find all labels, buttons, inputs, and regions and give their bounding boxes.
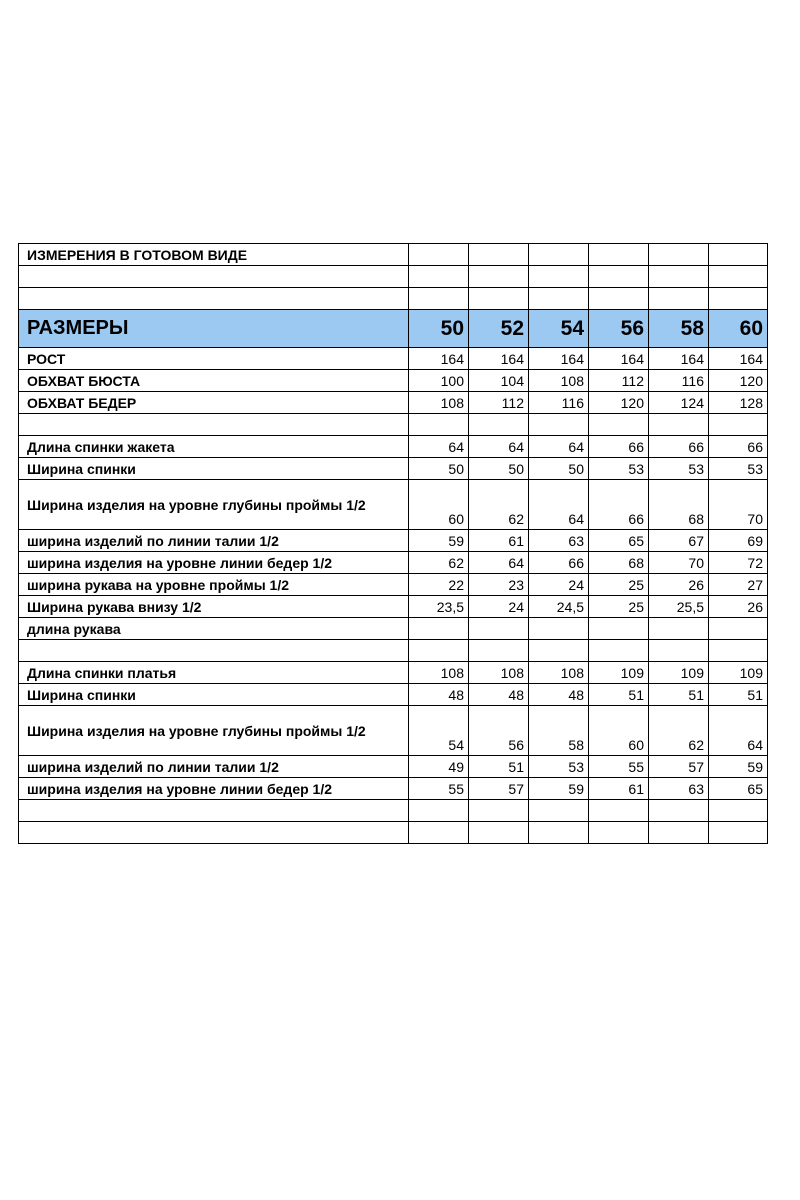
measurement-value: 63 (649, 778, 709, 800)
measurement-row (19, 480, 768, 530)
measurement-value: 59 (409, 530, 469, 552)
measurement-value: 64 (709, 706, 768, 756)
measurement-value: 59 (709, 756, 768, 778)
empty-cell (19, 266, 409, 288)
measurement-row (19, 618, 768, 640)
blank-row (19, 288, 768, 310)
empty-cell (529, 414, 589, 436)
measurement-value: 64 (529, 436, 589, 458)
measurement-value: 116 (529, 392, 589, 414)
empty-cell (709, 266, 768, 288)
measurement-value: 68 (649, 480, 709, 530)
measurement-value: 164 (589, 348, 649, 370)
empty-cell (409, 266, 469, 288)
measurement-value: 108 (409, 662, 469, 684)
measurement-row (19, 756, 768, 778)
empty-cell (409, 800, 469, 822)
measurement-value: 66 (709, 436, 768, 458)
measurement-value: 109 (589, 662, 649, 684)
measurement-value: 109 (649, 662, 709, 684)
empty-cell (649, 414, 709, 436)
empty-cell (409, 618, 469, 640)
measurement-value: 51 (469, 756, 529, 778)
sizes-header-row (19, 310, 768, 348)
empty-cell (589, 266, 649, 288)
measurement-value: 26 (709, 596, 768, 618)
measurement-value: 58 (529, 706, 589, 756)
measurement-value: 55 (589, 756, 649, 778)
measurement-value: 25 (589, 596, 649, 618)
measurement-value: 57 (469, 778, 529, 800)
blank-row (19, 822, 768, 844)
empty-cell (469, 288, 529, 310)
empty-cell (409, 414, 469, 436)
measurement-label: Ширина спинки (19, 684, 409, 706)
measurement-label: ширина изделия на уровне линии бедер 1/2 (19, 778, 409, 800)
empty-cell (529, 288, 589, 310)
measurement-label: ширина рукава на уровне проймы 1/2 (19, 574, 409, 596)
empty-cell (529, 266, 589, 288)
empty-cell (709, 288, 768, 310)
empty-cell (529, 822, 589, 844)
blank-row (19, 800, 768, 822)
measurement-value: 64 (469, 552, 529, 574)
measurement-value: 22 (409, 574, 469, 596)
empty-cell (529, 618, 589, 640)
measurement-value: 50 (409, 458, 469, 480)
empty-cell (469, 618, 529, 640)
empty-cell (469, 822, 529, 844)
empty-cell (409, 244, 469, 266)
empty-cell (19, 414, 409, 436)
measurement-value: 66 (589, 480, 649, 530)
measurement-value: 124 (649, 392, 709, 414)
measurement-value: 100 (409, 370, 469, 392)
measurement-value: 164 (649, 348, 709, 370)
measurement-label: Ширина спинки (19, 458, 409, 480)
measurement-row (19, 574, 768, 596)
measurement-value: 55 (409, 778, 469, 800)
measurement-value: 48 (529, 684, 589, 706)
measurement-value: 26 (649, 574, 709, 596)
measurement-row (19, 684, 768, 706)
measurement-value: 164 (529, 348, 589, 370)
empty-cell (469, 414, 529, 436)
empty-cell (649, 244, 709, 266)
title-row (19, 244, 768, 266)
measurement-value: 63 (529, 530, 589, 552)
size-header-cell: 60 (709, 310, 768, 348)
measurement-value: 53 (589, 458, 649, 480)
measurement-value: 59 (529, 778, 589, 800)
empty-cell (19, 800, 409, 822)
measurement-value: 116 (649, 370, 709, 392)
measurement-value: 108 (469, 662, 529, 684)
empty-cell (529, 640, 589, 662)
empty-cell (19, 288, 409, 310)
measurement-value: 70 (709, 480, 768, 530)
measurement-row (19, 458, 768, 480)
empty-cell (649, 266, 709, 288)
measurement-value: 104 (469, 370, 529, 392)
measurement-value: 66 (589, 436, 649, 458)
measurement-row (19, 778, 768, 800)
empty-cell (589, 640, 649, 662)
blank-row (19, 640, 768, 662)
empty-cell (709, 822, 768, 844)
empty-cell (529, 244, 589, 266)
measurement-row (19, 392, 768, 414)
measurement-row (19, 706, 768, 756)
measurement-label: Ширина изделия на уровне глубины проймы 1/2 (19, 706, 409, 756)
measurement-value: 25,5 (649, 596, 709, 618)
measurement-value: 51 (649, 684, 709, 706)
empty-cell (589, 800, 649, 822)
measurement-value: 69 (709, 530, 768, 552)
measurement-value: 27 (709, 574, 768, 596)
empty-cell (589, 244, 649, 266)
measurement-value: 62 (409, 552, 469, 574)
empty-cell (529, 800, 589, 822)
empty-cell (709, 800, 768, 822)
empty-cell (589, 618, 649, 640)
empty-cell (469, 266, 529, 288)
measurement-value: 61 (469, 530, 529, 552)
empty-cell (709, 640, 768, 662)
measurement-value: 128 (709, 392, 768, 414)
measurement-value: 24 (529, 574, 589, 596)
measurement-value: 24,5 (529, 596, 589, 618)
measurement-value: 112 (469, 392, 529, 414)
empty-cell (649, 618, 709, 640)
empty-cell (589, 288, 649, 310)
measurement-value: 108 (529, 370, 589, 392)
measurement-value: 23 (469, 574, 529, 596)
measurement-value: 54 (409, 706, 469, 756)
measurement-row (19, 530, 768, 552)
table-body (19, 244, 768, 844)
measurement-value: 120 (589, 392, 649, 414)
measurement-label: ОБХВАТ БЕДЕР (19, 392, 409, 414)
measurement-label: Ширина изделия на уровне глубины проймы 1/2 (19, 480, 409, 530)
measurement-value: 53 (709, 458, 768, 480)
measurement-value: 51 (589, 684, 649, 706)
measurement-value: 53 (649, 458, 709, 480)
empty-cell (649, 288, 709, 310)
empty-cell (649, 640, 709, 662)
empty-cell (19, 640, 409, 662)
measurement-value: 48 (409, 684, 469, 706)
measurement-value: 64 (469, 436, 529, 458)
measurement-value: 65 (709, 778, 768, 800)
measurement-value: 57 (649, 756, 709, 778)
measurement-value: 49 (409, 756, 469, 778)
empty-cell (469, 244, 529, 266)
measurement-value: 60 (589, 706, 649, 756)
size-header-cell: 56 (589, 310, 649, 348)
measurement-row (19, 596, 768, 618)
measurement-label: ширина изделий по линии талии 1/2 (19, 756, 409, 778)
measurement-value: 64 (409, 436, 469, 458)
measurement-label: ОБХВАТ БЮСТА (19, 370, 409, 392)
measurement-value: 68 (589, 552, 649, 574)
measurement-value: 164 (469, 348, 529, 370)
size-header-cell: 52 (469, 310, 529, 348)
measurement-row (19, 348, 768, 370)
empty-cell (649, 800, 709, 822)
measurement-label: Ширина рукава внизу 1/2 (19, 596, 409, 618)
measurement-value: 112 (589, 370, 649, 392)
empty-cell (709, 244, 768, 266)
measurement-label: длина рукава (19, 618, 409, 640)
empty-cell (709, 618, 768, 640)
measurement-value: 61 (589, 778, 649, 800)
measurement-value: 108 (409, 392, 469, 414)
measurement-value: 60 (409, 480, 469, 530)
measurement-value: 164 (709, 348, 768, 370)
measurement-label: ширина изделия на уровне линии бедер 1/2 (19, 552, 409, 574)
empty-cell (409, 288, 469, 310)
measurement-value: 62 (649, 706, 709, 756)
empty-cell (469, 640, 529, 662)
size-header-cell: 58 (649, 310, 709, 348)
measurement-label: ширина изделий по линии талии 1/2 (19, 530, 409, 552)
empty-cell (649, 822, 709, 844)
measurement-value: 67 (649, 530, 709, 552)
measurement-value: 70 (649, 552, 709, 574)
measurement-value: 120 (709, 370, 768, 392)
measurement-row (19, 662, 768, 684)
empty-cell (19, 822, 409, 844)
measurement-value: 66 (649, 436, 709, 458)
measurement-value: 108 (529, 662, 589, 684)
size-header-cell: 50 (409, 310, 469, 348)
measurement-value: 72 (709, 552, 768, 574)
measurement-value: 51 (709, 684, 768, 706)
measurement-value: 50 (529, 458, 589, 480)
measurement-value: 23,5 (409, 596, 469, 618)
size-chart-table (18, 243, 768, 844)
empty-cell (709, 414, 768, 436)
measurement-value: 109 (709, 662, 768, 684)
measurement-value: 24 (469, 596, 529, 618)
measurement-value: 56 (469, 706, 529, 756)
measurement-value: 65 (589, 530, 649, 552)
empty-cell (409, 822, 469, 844)
measurement-value: 50 (469, 458, 529, 480)
blank-row (19, 266, 768, 288)
size-header-cell: 54 (529, 310, 589, 348)
measurement-value: 64 (529, 480, 589, 530)
measurement-row (19, 552, 768, 574)
measurement-value: 164 (409, 348, 469, 370)
measurement-row (19, 436, 768, 458)
measurement-value: 48 (469, 684, 529, 706)
empty-cell (469, 800, 529, 822)
sizes-header-label: РАЗМЕРЫ (19, 310, 409, 348)
measurement-row (19, 370, 768, 392)
empty-cell (589, 414, 649, 436)
measurement-value: 25 (589, 574, 649, 596)
measurement-label: Длина спинки платья (19, 662, 409, 684)
measurement-value: 66 (529, 552, 589, 574)
blank-row (19, 414, 768, 436)
measurement-label: РОСТ (19, 348, 409, 370)
empty-cell (409, 640, 469, 662)
measurement-label: Длина спинки жакета (19, 436, 409, 458)
empty-cell (589, 822, 649, 844)
measurement-value: 62 (469, 480, 529, 530)
measurement-value: 53 (529, 756, 589, 778)
table-title: ИЗМЕРЕНИЯ В ГОТОВОМ ВИДЕ (19, 244, 409, 266)
